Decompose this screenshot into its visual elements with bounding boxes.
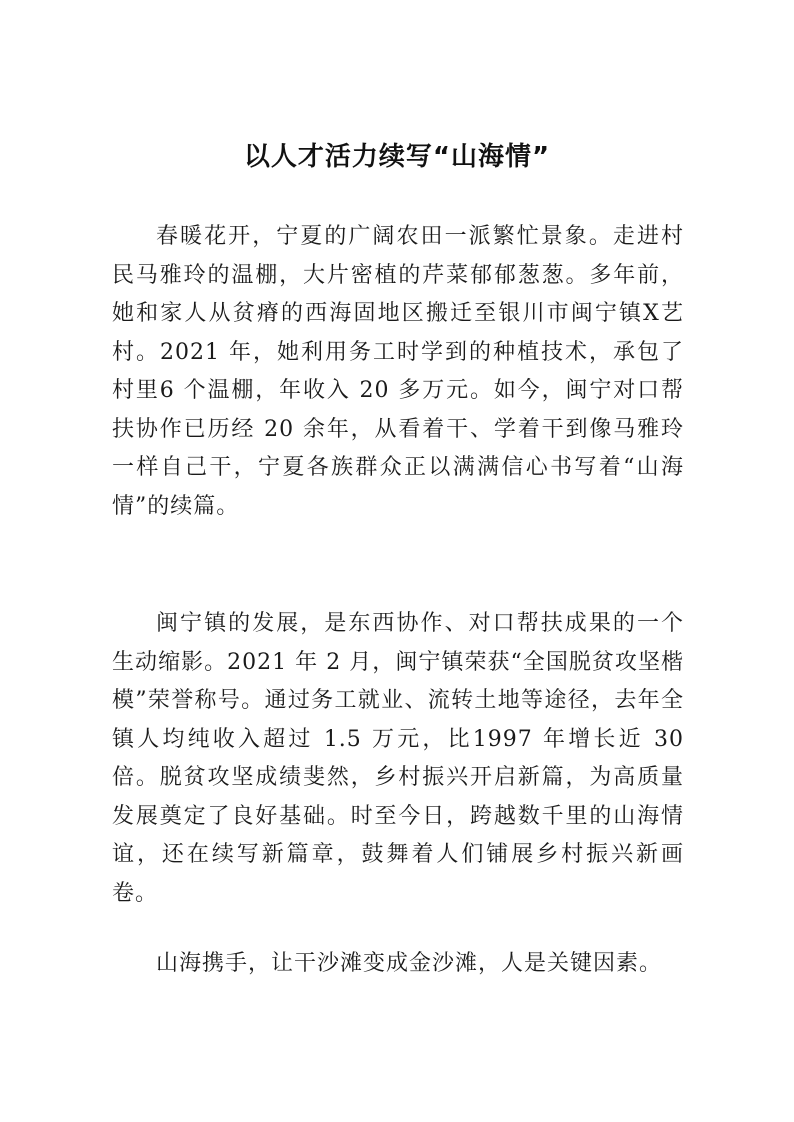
page-title: 以人才活力续写“山海情” [243,142,551,172]
paragraph-1: 春暖花开，宁夏的广阔农田一派繁忙景象。走进村民马雅玲的温棚，大片密植的芹菜郁郁葱葱。多年前，她和家人从贫瘠的西海固地区搬迁至银川市闽宁镇X艺村。2021 年，她利用务工时学到的种植技术，承包了村里6 个温棚，年收入 20 多万元。如今，闽宁对口帮扶协作已历经 20 余年，从看着干、学着干到像马雅玲一样自己干，宁夏各族群众正以满满信心书写着“山海情”的续篇。 [112,224,684,519]
paragraph-3: 山海携手，让干沙滩变成金沙滩，人是关键因素。 [156,951,663,976]
paragraph-2: 闽宁镇的发展，是东西协作、对口帮扶成果的一个生动缩影。2021 年 2 月，闽宁镇荣获“全国脱贫攻坚楷模”荣誉称号。通过务工就业、流转土地等途径，去年全镇人均纯收入超过 1.5 万元，比1997 年增长近 30 倍。脱贫攻坚成绩斐然，乡村振兴开启新篇，为高质量发展奠定了良好基础。时至今日，跨越数千里的山海情谊，还在续写新篇章，鼓舞着人们铺展乡村振兴新画卷。 [112,611,684,906]
